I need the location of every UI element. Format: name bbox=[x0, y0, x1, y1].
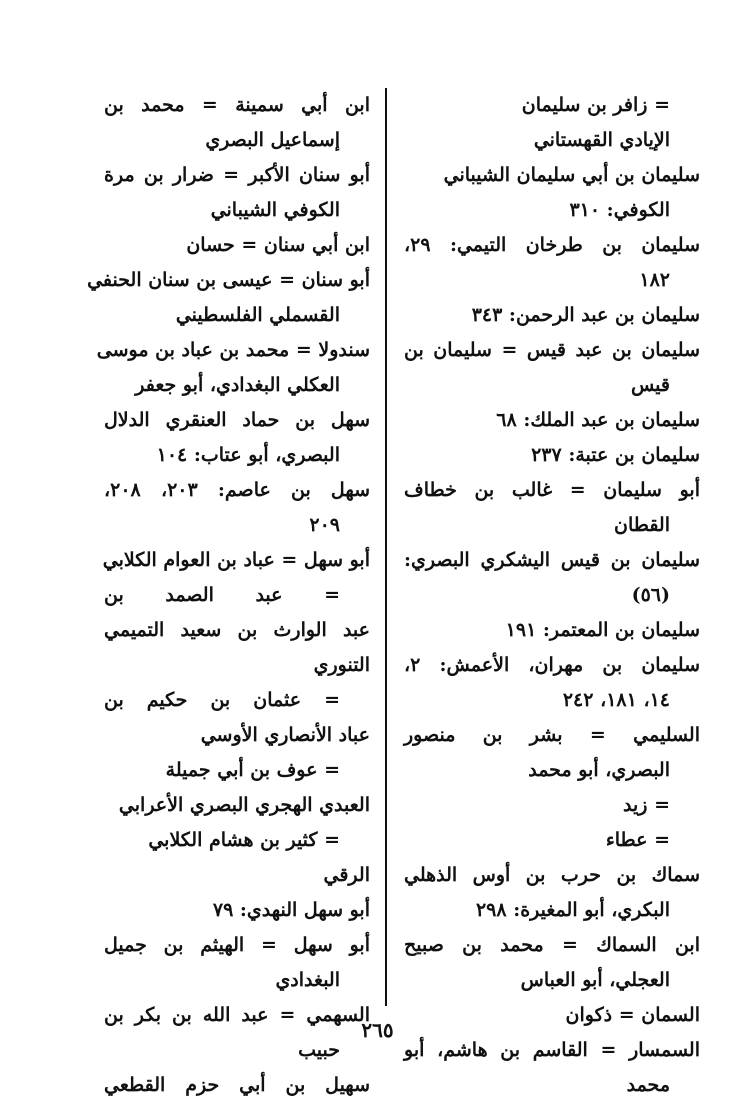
index-line: سهل بن عاصم: ٢٠٣، ٢٠٨، bbox=[104, 479, 370, 501]
index-column-left bbox=[87, 88, 370, 1103]
index-line: سهيل بن أبي حزم القطعي bbox=[104, 1074, 370, 1096]
index-line: العجلي، أبو العباس bbox=[520, 969, 670, 991]
index-line: سليمان بن عبد الرحمن: ٣٤٣ bbox=[471, 304, 700, 326]
index-line: سماك بن حرب بن أوس الذهلي bbox=[404, 864, 700, 886]
index-line: القسملي الفلسطيني bbox=[175, 304, 340, 326]
index-line: السمسار = القاسم بن هاشم، أبو bbox=[404, 1039, 700, 1061]
index-line: ابن أبي سمينة = محمد بن bbox=[104, 94, 370, 116]
index-line: البكري، أبو المغيرة: ٢٩٨ bbox=[475, 899, 670, 921]
index-line: القطان bbox=[613, 514, 670, 536]
index-line: محمد bbox=[626, 1074, 670, 1096]
index-column-right bbox=[404, 88, 700, 1103]
index-line: السليمي = بشر بن منصور bbox=[404, 724, 700, 746]
index-line: السمان = ذكوان bbox=[565, 1004, 700, 1026]
index-line: سندولا = محمد بن عباد بن موسى bbox=[96, 339, 370, 361]
index-line: ١٨٢ bbox=[639, 269, 670, 291]
index-line: سليمان بن عبد قيس = سليمان بن bbox=[404, 339, 700, 361]
index-line: الكوفي الشيباني bbox=[210, 199, 340, 221]
index-line: ابن أبي سنان = حسان bbox=[186, 234, 370, 256]
index-line: الرقي bbox=[323, 864, 370, 886]
index-line: الكوفي: ٣١٠ bbox=[569, 199, 670, 221]
index-line: = عثمان بن حكيم بن bbox=[104, 689, 340, 711]
index-line: = كثير بن هشام الكلابي bbox=[148, 829, 340, 851]
index-line: أبو سليمان = غالب بن خطاف bbox=[404, 479, 700, 501]
index-line: أبو سنان الأكبر = ضرار بن مرة bbox=[104, 164, 370, 186]
index-line: العبدي الهجري البصري الأعرابي bbox=[118, 794, 370, 816]
index-line: البصري، أبو عتاب: ١٠٤ bbox=[156, 444, 340, 466]
index-line: أبو سنان = عيسى بن سنان الحنفي bbox=[87, 269, 370, 291]
index-line: حبيب bbox=[298, 1039, 340, 1061]
index-line: = زافر بن سليمان bbox=[521, 94, 670, 116]
index-line: التنوري bbox=[313, 654, 370, 676]
index-line: = زيد bbox=[623, 794, 670, 816]
index-line: أبو سهل النهدي: ٧٩ bbox=[212, 899, 370, 921]
column-divider bbox=[385, 88, 387, 1006]
index-line: عباد الأنصاري الأوسي bbox=[200, 724, 370, 746]
index-line: عبد الوارث بن سعيد التميمي bbox=[104, 619, 370, 641]
index-line: إسماعيل البصري bbox=[205, 129, 340, 151]
index-line: (٥٦) bbox=[631, 584, 670, 606]
index-line: ابن السماك = محمد بن صبيح bbox=[404, 934, 700, 956]
index-line: سليمان بن مهران، الأعمش: ٢، bbox=[404, 654, 700, 676]
index-line: = عطاء bbox=[605, 829, 670, 851]
index-line: الإيادي القهستاني bbox=[533, 129, 670, 151]
index-line: سهل بن حماد العنقري الدلال bbox=[104, 409, 370, 431]
index-line: العكلي البغدادي، أبو جعفر bbox=[135, 374, 340, 396]
index-line: = عبد الصمد بن bbox=[104, 584, 340, 606]
index-line: سليمان بن قيس اليشكري البصري: bbox=[404, 549, 700, 571]
index-line: ١٤، ١٨١، ٢٤٢ bbox=[562, 689, 670, 711]
index-line: أبو سهل = عباد بن العوام الكلابي bbox=[102, 549, 370, 571]
index-line: قيس bbox=[630, 374, 670, 396]
index-line: البصري، أبو محمد bbox=[528, 759, 670, 781]
index-line: = عوف بن أبي جميلة bbox=[165, 759, 340, 781]
index-line: سليمان بن عتبة: ٢٣٧ bbox=[531, 444, 700, 466]
page-number: ٢٦٥ bbox=[361, 1018, 394, 1042]
index-line: البغدادي bbox=[275, 969, 340, 991]
index-line: سليمان بن عبد الملك: ٦٨ bbox=[496, 409, 700, 431]
index-line: ٢٠٩ bbox=[309, 514, 340, 536]
index-line: السهمي = عبد الله بن بكر بن bbox=[104, 1004, 370, 1026]
index-line: سليمان بن أبي سليمان الشيباني bbox=[443, 164, 700, 186]
index-line: سليمان بن طرخان التيمي: ٢٩، bbox=[404, 234, 700, 256]
index-line: سليمان بن المعتمر: ١٩١ bbox=[505, 619, 700, 641]
index-line: أبو سهل = الهيثم بن جميل bbox=[104, 934, 370, 956]
